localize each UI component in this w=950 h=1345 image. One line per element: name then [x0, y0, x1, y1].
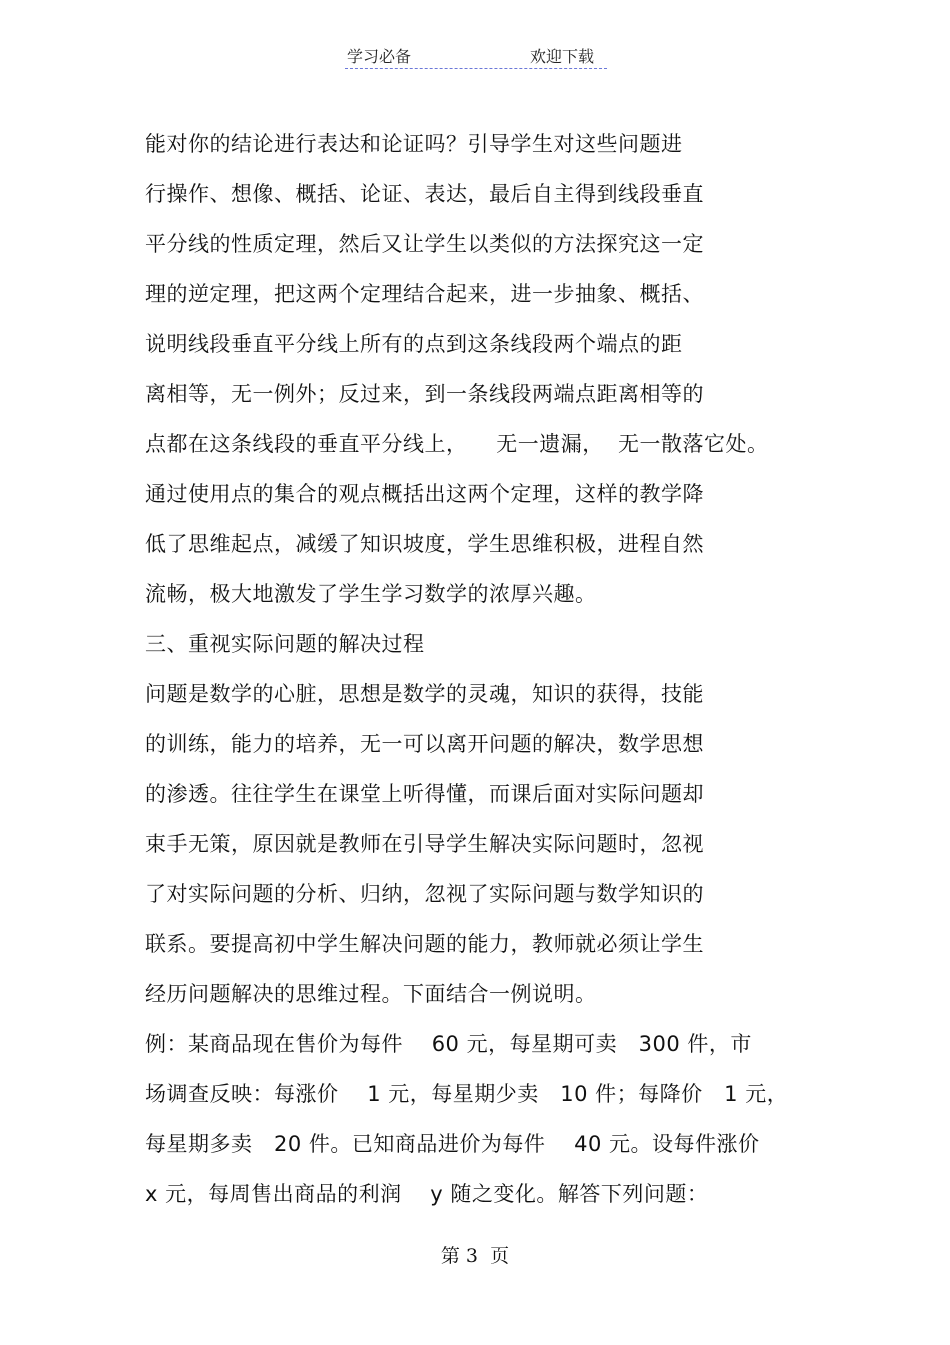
text-line: 联系。要提高初中学生解决问题的能力，教师就必须让学生: [145, 932, 704, 956]
text-line: 平分线的性质定理，然后又让学生以类似的方法探究这一定: [145, 232, 704, 256]
page-header: [345, 40, 607, 69]
text-line: 行操作、想像、概括、论证、表达，最后自主得到线段垂直: [145, 182, 704, 206]
example-line: 例：某商品现在售价为每件 60 元，每星期可卖 300 件，市: [145, 1032, 752, 1056]
text-line: 离相等，无一例外；反过来，到一条线段两端点距离相等的: [145, 382, 704, 406]
text-line: 理的逆定理，把这两个定理结合起来，进一步抽象、概括、: [145, 282, 704, 306]
header-left-text: 学习必备: [347, 47, 412, 66]
text-line: 经历问题解决的思维过程。下面结合一例说明。: [145, 982, 597, 1006]
text-line: 说明线段垂直平分线上所有的点到这条线段两个端点的距: [145, 332, 683, 356]
text-line: 的训练，能力的培养，无一可以离开问题的解决，数学思想: [145, 732, 704, 756]
text-line: 点都在这条线段的垂直平分线上， 无一遗漏， 无一散落它处。: [145, 432, 769, 456]
text-line: 低了思维起点，减缓了知识坡度，学生思维积极，进程自然: [145, 532, 704, 556]
page-number: 第 3 页: [440, 1245, 510, 1267]
text-line: 的渗透。往往学生在课堂上听得懂，而课后面对实际问题却: [145, 782, 704, 806]
body-text: [145, 119, 865, 1219]
text-line: 能对你的结论进行表达和论证吗？引导学生对这些问题进: [145, 132, 683, 156]
text-line: 流畅，极大地激发了学生学习数学的浓厚兴趣。: [145, 582, 597, 606]
section-heading: 三、重视实际问题的解决过程: [145, 632, 425, 656]
text-line: 束手无策，原因就是教师在引导学生解决实际问题时，忽视: [145, 832, 704, 856]
example-line: 每星期多卖 20 件。已知商品进价为每件 40 元。设每件涨价: [145, 1132, 760, 1156]
example-line: x 元，每周售出商品的利润 y 随之变化。解答下列问题：: [145, 1182, 709, 1206]
text-line: 通过使用点的集合的观点概括出这两个定理，这样的教学降: [145, 482, 704, 506]
header-right-text: 欢迎下载: [530, 47, 595, 66]
text-line: 问题是数学的心脏，思想是数学的灵魂，知识的获得，技能: [145, 682, 704, 706]
example-line: 场调查反映：每涨价 1 元，每星期少卖 10 件；每降价 1 元，: [145, 1082, 789, 1106]
text-line: 了对实际问题的分析、归纳，忽视了实际问题与数学知识的: [145, 882, 704, 906]
